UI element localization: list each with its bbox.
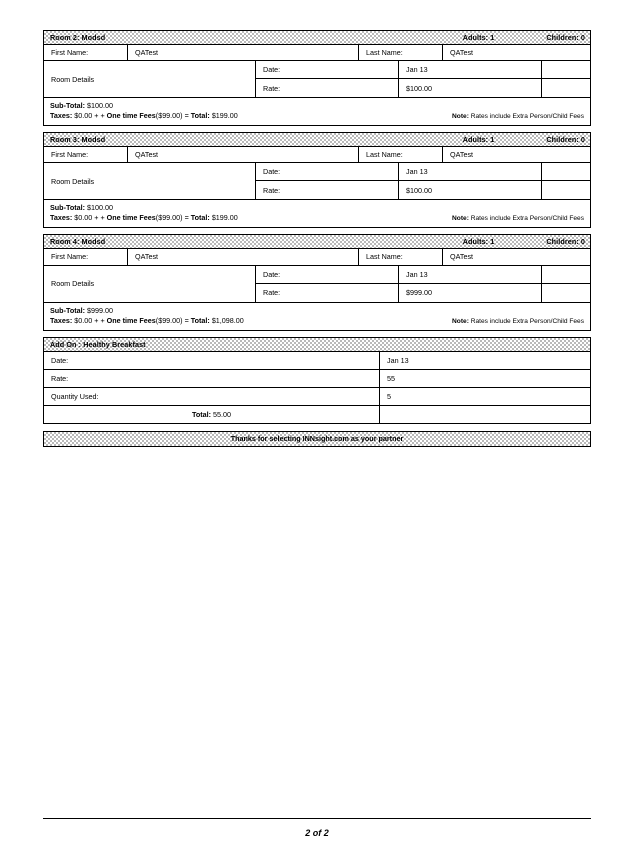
date-label: Date:	[256, 163, 399, 181]
addon-date-label: Date:	[44, 352, 380, 369]
taxes-value: $0.00	[74, 315, 93, 325]
guest-name-row	[44, 249, 590, 265]
room-details-row	[44, 163, 590, 199]
equals-sign: =	[184, 213, 189, 223]
equals-sign: =	[184, 111, 189, 121]
date-value: Jan 13	[399, 61, 542, 79]
room-title: Room 2: Modsd	[50, 32, 106, 42]
subtotal-label: Sub-Total:	[50, 305, 85, 315]
room-adults: Adults: 1	[462, 237, 495, 247]
note-text: Rates include Extra Person/Child Fees	[470, 317, 584, 325]
rate-value: $100.00	[399, 79, 542, 97]
total-label: Total:	[190, 213, 210, 223]
room-title-band	[44, 133, 590, 147]
room-details-label: Room Details	[44, 61, 256, 97]
onetime-fees-value: ($99.00)	[155, 213, 183, 223]
equals-sign: =	[184, 315, 189, 325]
details-spacer-cell	[542, 163, 590, 181]
room-details-label: Room Details	[44, 266, 256, 302]
taxes-value: $0.00	[74, 111, 93, 121]
note-text: Rates include Extra Person/Child Fees	[470, 113, 584, 121]
room-block	[43, 30, 591, 126]
note-text: Rates include Extra Person/Child Fees	[470, 215, 584, 223]
taxes-operator: + +	[94, 315, 105, 325]
subtotal-value: $999.00	[87, 305, 113, 315]
taxes-operator: + +	[94, 111, 105, 121]
guest-name-row	[44, 147, 590, 163]
room-children: Children: 0	[546, 135, 585, 145]
date-label: Date:	[256, 61, 399, 79]
subtotal-line	[50, 203, 584, 213]
taxes-label: Taxes:	[50, 213, 73, 223]
last-name-value: QATest	[450, 48, 474, 57]
addon-rate-value: 55	[387, 373, 395, 383]
guest-name-row	[44, 45, 590, 61]
onetime-fees-label: One time Fees	[106, 213, 156, 223]
rate-label: Rate:	[256, 284, 399, 302]
date-value: Jan 13	[399, 163, 542, 181]
taxes-label: Taxes:	[50, 111, 73, 121]
room-title-band	[44, 235, 590, 249]
addon-title-band	[44, 338, 590, 352]
first-name-label: First Name:	[44, 249, 128, 264]
total-value: $199.00	[211, 213, 238, 223]
room-totals	[44, 199, 590, 227]
addon-row	[44, 352, 590, 370]
rate-value: $100.00	[399, 181, 542, 199]
taxes-label: Taxes:	[50, 315, 73, 325]
addon-quantity-label: Quantity Used:	[44, 388, 380, 405]
room-details-row	[44, 266, 590, 302]
details-spacer-cell	[542, 266, 590, 284]
subtotal-value: $100.00	[87, 203, 113, 213]
addon-title: Add On : Healthy Breakfast	[50, 339, 146, 349]
room-children: Children: 0	[546, 237, 585, 247]
addon-total-label: Total:	[191, 409, 212, 419]
rate-label: Rate:	[256, 181, 399, 199]
date-label: Date:	[256, 266, 399, 284]
addon-total-row	[44, 406, 590, 423]
onetime-fees-label: One time Fees	[106, 315, 156, 325]
room-adults: Adults: 1	[462, 32, 495, 42]
addon-total-cell	[44, 406, 380, 423]
total-value: $1,098.00	[211, 315, 244, 325]
note-label: Note:	[452, 317, 469, 325]
details-spacer-cell	[542, 79, 590, 97]
total-value: $199.00	[211, 111, 238, 121]
onetime-fees-label: One time Fees	[106, 111, 156, 121]
first-name-value: QATest	[128, 249, 359, 264]
taxes-value: $0.00	[74, 213, 93, 223]
room-details-row	[44, 61, 590, 97]
room-title: Room 3: Modsd	[50, 135, 106, 145]
first-name-label: First Name:	[44, 45, 128, 60]
room-totals	[44, 302, 590, 330]
rate-label: Rate:	[256, 79, 399, 97]
room-children: Children: 0	[546, 32, 585, 42]
taxes-operator: + +	[94, 213, 105, 223]
last-name-value: QATest	[450, 150, 474, 160]
total-label: Total:	[190, 111, 210, 121]
details-spacer-cell	[542, 181, 590, 199]
addon-row	[44, 388, 590, 406]
rate-value: $999.00	[399, 284, 542, 302]
rates-note	[452, 112, 584, 121]
last-name-label: Last Name:	[359, 45, 443, 60]
total-label: Total:	[190, 315, 210, 325]
rates-note	[452, 317, 584, 326]
note-label: Note:	[452, 113, 469, 121]
date-value: Jan 13	[399, 266, 542, 284]
first-name-value: QATest	[128, 45, 359, 60]
subtotal-label: Sub-Total:	[50, 101, 85, 111]
addon-row	[44, 370, 590, 388]
page-footer	[43, 818, 591, 841]
details-spacer-cell	[542, 61, 590, 79]
onetime-fees-value: ($99.00)	[155, 111, 183, 121]
page-content	[43, 30, 591, 447]
onetime-fees-value: ($99.00)	[155, 315, 183, 325]
room-block	[43, 132, 591, 228]
room-title: Room 4: Modsd	[50, 237, 106, 247]
room-totals	[44, 97, 590, 125]
thanks-text: Thanks for selecting INNsight.com as your partner	[230, 434, 404, 444]
subtotal-value: $100.00	[87, 101, 113, 111]
subtotal-line	[50, 101, 584, 111]
room-details-label: Room Details	[44, 163, 256, 199]
details-spacer-cell	[542, 284, 590, 302]
subtotal-label: Sub-Total:	[50, 203, 85, 213]
rates-note	[452, 214, 584, 223]
addon-date-value: Jan 13	[387, 355, 409, 365]
last-name-label: Last Name:	[359, 249, 443, 264]
room-block	[43, 234, 591, 330]
note-label: Note:	[452, 215, 469, 223]
addon-total-value: 55.00	[213, 409, 232, 419]
first-name-value: QATest	[128, 147, 359, 162]
addon-total-spacer	[380, 406, 590, 422]
last-name-value: QATest	[450, 252, 474, 262]
addon-rate-label: Rate:	[44, 370, 380, 387]
addon-quantity-value: 5	[387, 391, 391, 401]
room-title-band	[44, 31, 590, 45]
thanks-banner	[43, 431, 591, 447]
subtotal-line	[50, 306, 584, 316]
page-number: 2 of 2	[305, 828, 329, 838]
first-name-label: First Name:	[44, 147, 128, 162]
last-name-label: Last Name:	[359, 147, 443, 162]
room-adults: Adults: 1	[462, 135, 495, 145]
addon-block	[43, 337, 591, 424]
